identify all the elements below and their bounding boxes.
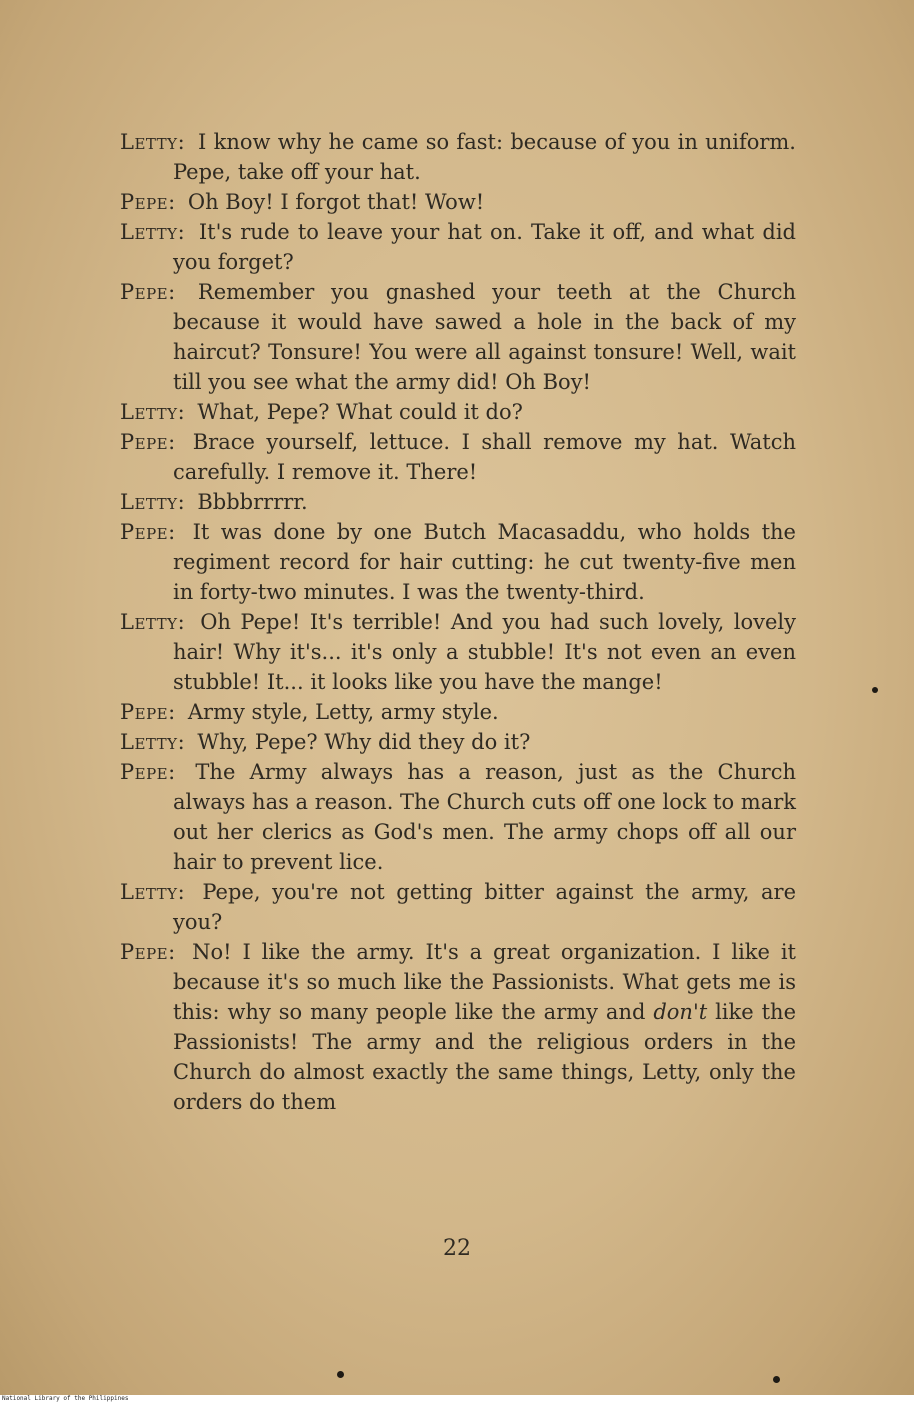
dialogue-line: No! I like the army. It's a great organization. I like it because it's so much like the Passionists. What gets me is this: why so many people like the army and don't like the Passionists! The army and the religious orders in the Church do almost exactly the same things, Letty, only the orders do them bbox=[173, 940, 796, 1114]
dialogue-text bbox=[120, 127, 796, 1117]
dialogue-entry: Letty: Bbbbrrrrr. bbox=[120, 490, 308, 514]
speaker-name: Letty bbox=[120, 490, 178, 514]
dialogue-entry: Pepe: Brace yourself, lettuce. I shall remove my hat. Watch carefully. I remove it. There! bbox=[120, 430, 796, 484]
dialogue-line: Bbbbrrrrr. bbox=[197, 490, 308, 514]
dialogue-line: The Army always has a reason, just as the Church always has a reason. The Church cuts off one lock to mark out her clerics as God's men. The army chops off all our hair to prevent lice. bbox=[173, 760, 796, 874]
dialogue-entry: Letty: Oh Pepe! It's terrible! And you had such lovely, lovely hair! Why it's... it's only a stubble! It's not even an even stubble! It... it looks like you have the mange! bbox=[120, 610, 796, 694]
dialogue-line: I know why he came so fast: because of you in uniform. Pepe, take off your hat. bbox=[173, 130, 796, 184]
page-number: 22 bbox=[443, 1236, 471, 1261]
speaker-name: Pepe bbox=[120, 280, 169, 304]
speaker-name: Pepe bbox=[120, 700, 169, 724]
dialogue-line: Why, Pepe? Why did they do it? bbox=[197, 730, 531, 754]
speaker-name: Letty bbox=[120, 130, 178, 154]
speaker-name: Letty bbox=[120, 610, 178, 634]
dialogue-entry: Pepe: Army style, Letty, army style. bbox=[120, 700, 499, 724]
dialogue-entry: Letty: Why, Pepe? Why did they do it? bbox=[120, 730, 531, 754]
emphasis-text: don't bbox=[653, 1000, 708, 1024]
dialogue-line: Pepe, you're not getting bitter against the army, are you? bbox=[173, 880, 796, 934]
dialogue-entry: Pepe: Oh Boy! I forgot that! Wow! bbox=[120, 190, 485, 214]
speaker-name: Pepe bbox=[120, 430, 169, 454]
ink-speck bbox=[773, 1376, 780, 1383]
dialogue-line: Oh Pepe! It's terrible! And you had such lovely, lovely hair! Why it's... it's only a stubble! It's not even an even stubble! It... it looks like you have the mange! bbox=[173, 610, 796, 694]
speaker-name: Pepe bbox=[120, 760, 169, 784]
dialogue-entry: Letty: I know why he came so fast: because of you in uniform. Pepe, take off your hat. bbox=[120, 130, 796, 184]
speaker-name: Pepe bbox=[120, 190, 169, 214]
dialogue-entry: Pepe: Remember you gnashed your teeth at the Church because it would have sawed a hole in the back of my haircut? Tonsure! You were all against tonsure! Well, wait till you see what the army did! Oh Boy! bbox=[120, 280, 796, 394]
speaker-name: Letty bbox=[120, 880, 178, 904]
dialogue-entry: Pepe: It was done by one Butch Macasaddu, who holds the regiment record for hair cutting: he cut twenty-five men in forty-two minutes. I was the twenty-third. bbox=[120, 520, 796, 604]
dialogue-line: Remember you gnashed your teeth at the Church because it would have sawed a hole in the back of my haircut? Tonsure! You were all against tonsure! Well, wait till you see what the army did! Oh Boy! bbox=[173, 280, 796, 394]
ink-speck bbox=[872, 687, 878, 693]
library-footer: National Library of the Philippines bbox=[0, 1395, 914, 1403]
speaker-name: Letty bbox=[120, 730, 178, 754]
dialogue-line: Oh Boy! I forgot that! Wow! bbox=[187, 190, 485, 214]
dialogue-entry: Pepe: No! I like the army. It's a great organization. I like it because it's so much like the Passionists. What gets me is this: why so many people like the army and don't like the Passionists! The army and the religious orders in the Church do almost exactly the same things, Letty, only the orders do them bbox=[120, 940, 796, 1114]
dialogue-line: Brace yourself, lettuce. I shall remove my hat. Watch carefully. I remove it. There! bbox=[173, 430, 796, 484]
ink-speck bbox=[337, 1371, 344, 1378]
dialogue-line: What, Pepe? What could it do? bbox=[197, 400, 523, 424]
dialogue-line: Army style, Letty, army style. bbox=[187, 700, 499, 724]
dialogue-entry: Letty: What, Pepe? What could it do? bbox=[120, 400, 523, 424]
dialogue-line: It was done by one Butch Macasaddu, who holds the regiment record for hair cutting: he cut twenty-five men in forty-two minutes. I was the twenty-third. bbox=[173, 520, 796, 604]
speaker-name: Letty bbox=[120, 220, 178, 244]
dialogue-entry: Letty: It's rude to leave your hat on. Take it off, and what did you forget? bbox=[120, 220, 796, 274]
dialogue-line: It's rude to leave your hat on. Take it off, and what did you forget? bbox=[173, 220, 796, 274]
dialogue-entry: Letty: Pepe, you're not getting bitter against the army, are you? bbox=[120, 880, 796, 934]
speaker-name: Pepe bbox=[120, 520, 169, 544]
dialogue-entry: Pepe: The Army always has a reason, just as the Church always has a reason. The Church cuts off one lock to mark out her clerics as God's men. The army chops off all our hair to prevent lice. bbox=[120, 760, 796, 874]
speaker-name: Letty bbox=[120, 400, 178, 424]
speaker-name: Pepe bbox=[120, 940, 169, 964]
